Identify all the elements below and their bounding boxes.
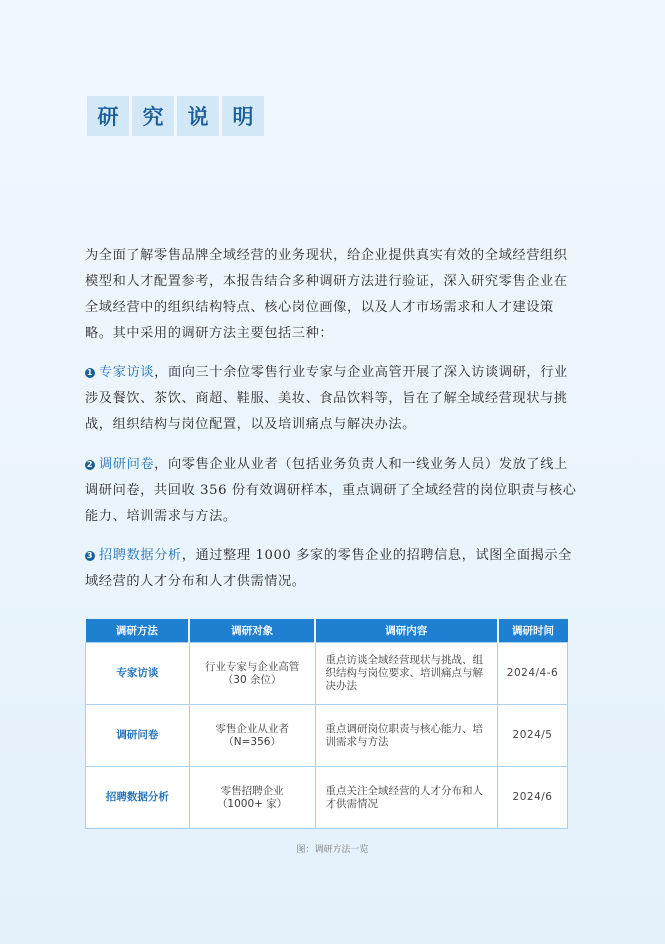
target-cell [189,643,315,705]
table-header-cell: 调研内容 [315,619,497,643]
number-badge-icon: 1 [86,368,94,377]
title-char: 明 [222,96,264,136]
content-cell: 重点访谈全域经营现状与挑战、组织结构与岗位要求、培训痛点与解决办法 [315,643,497,705]
table-row [86,767,568,829]
table-header-cell: 调研时间 [498,619,568,643]
table-header-cell: 调研对象 [189,619,315,643]
target-count: （N=356） [223,735,281,748]
title-char: 说 [177,96,219,136]
table-row [86,643,568,705]
intro-paragraph: 为全面了解零售品牌全域经营的业务现状，给企业提供真实有效的全域经营组织模型和人才配置参考，本报告结合多种调研方法进行验证，深入研究零售企业在全域经营中的组织结构特点、核心岗位画像，以及人才市场需求和人才建设策略。其中采用的调研方法主要包括三种： [85,248,568,341]
method-name: 招聘数据分析 [99,548,182,563]
number-badge-icon: 3 [86,551,94,560]
figure-caption: 图：调研方法一览 [296,845,369,855]
target-count: （30 余位） [222,673,282,686]
method-paragraph-expert-interview [85,360,579,438]
title-char: 究 [132,96,174,136]
content-cell: 重点关注全域经营的人才分布和人才供需情况 [315,767,497,829]
time-cell: 2024/4-6 [498,643,568,705]
target-count: （1000+ 家） [216,797,288,810]
number-badge-icon: 2 [86,460,94,469]
time-cell: 2024/5 [498,705,568,767]
method-cell: 招聘数据分析 [86,767,190,829]
method-description: ，面向三十余位零售行业专家与企业高管开展了深入访谈调研，行业涉及餐饮、茶饮、商超、鞋服、美妆、食品饮料等，旨在了解全域经营现状与挑战，组织结构与岗位配置，以及培训痛点与解决办法。 [85,365,568,432]
content-cell: 重点调研岗位职责与核心能力、培训需求与方法 [315,705,497,767]
target-text: 零售招聘企业 [220,784,284,797]
target-text: 零售企业从业者 [215,722,289,735]
section-title [87,96,264,136]
method-paragraph-recruitment-data [85,543,579,595]
method-description: ，通过整理 1000 多家的零售企业的招聘信息，试图全面揭示全域经营的人才分布和人才供需情况。 [85,548,572,589]
method-name: 专家访谈 [99,365,155,380]
method-name: 调研问卷 [99,457,155,472]
method-paragraph-survey [85,452,579,530]
title-char: 研 [87,96,129,136]
table-row [86,705,568,767]
target-cell [189,767,315,829]
method-cell: 专家访谈 [86,643,190,705]
table-header-row [86,619,568,643]
table-header-cell: 调研方法 [86,619,190,643]
time-cell: 2024/6 [498,767,568,829]
method-description: ，向零售企业从业者（包括业务负责人和一线业务人员）发放了线上调研问卷，共回收 356 份有效调研样本，重点调研了全域经营的岗位职责与核心能力、培训需求与方法。 [85,457,577,524]
target-text: 行业专家与企业高管 [204,660,300,673]
research-methods-table [85,619,568,829]
target-cell [189,705,315,767]
method-cell: 调研问卷 [86,705,190,767]
